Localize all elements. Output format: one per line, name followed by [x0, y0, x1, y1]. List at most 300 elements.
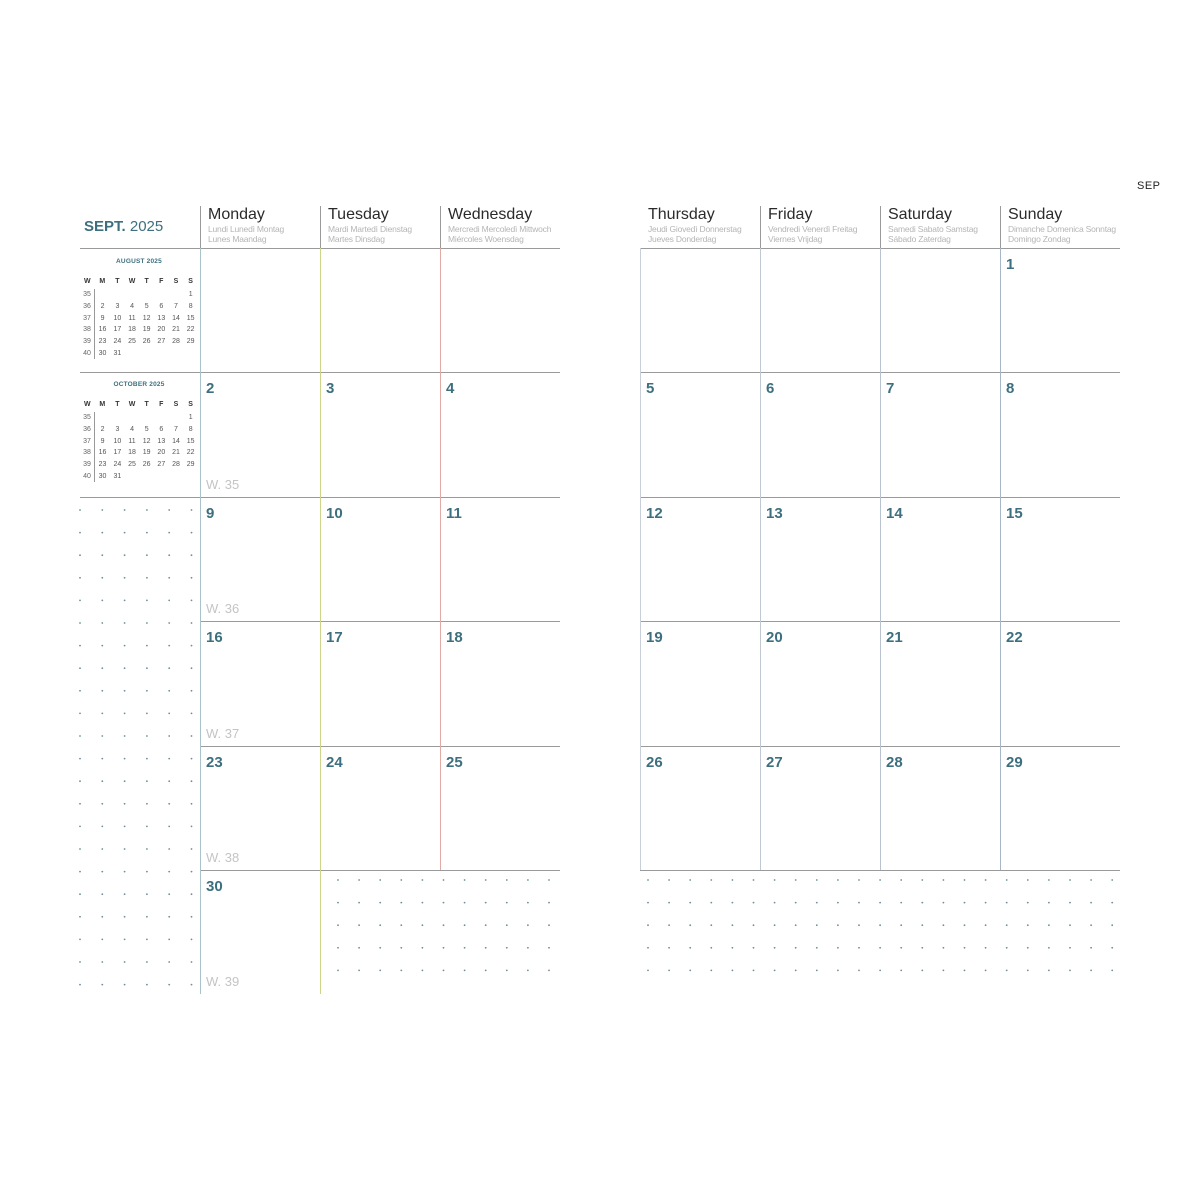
- note-dot: [710, 902, 712, 904]
- note-dot: [168, 509, 170, 511]
- note-dot: [101, 509, 103, 511]
- note-dot: [124, 826, 126, 828]
- note-dot: [900, 924, 902, 926]
- date-25[interactable]: 25: [446, 754, 463, 771]
- date-14[interactable]: 14: [886, 505, 903, 522]
- day-translations: Mardi Martedì Dienstag: [328, 224, 412, 234]
- note-dot: [101, 758, 103, 760]
- note-dot: [837, 902, 839, 904]
- mini-calendar-day: [183, 470, 198, 482]
- date-7[interactable]: 7: [886, 380, 895, 397]
- mini-calendar-day: 21: [172, 326, 180, 334]
- date-9[interactable]: 9: [206, 505, 215, 522]
- day-translations: Viernes Vrijdag: [768, 234, 823, 244]
- note-dot: [79, 735, 81, 737]
- note-dot: [485, 947, 487, 949]
- week-number-label: W. 39: [206, 974, 240, 989]
- note-dot: [101, 961, 103, 963]
- mini-calendar-day: 20: [157, 449, 166, 457]
- grid-line-vertical: [880, 206, 881, 248]
- note-dot: [527, 879, 529, 881]
- notes-dot-grid-left: [78, 506, 200, 992]
- note-dot: [101, 577, 103, 579]
- note-dot: [124, 916, 126, 918]
- note-dot: [1048, 970, 1050, 972]
- mini-calendar-day: [95, 412, 111, 424]
- mini-calendar-day: [125, 470, 140, 482]
- mini-calendar-day: 11: [128, 314, 136, 322]
- mini-calendar-day: 10: [113, 314, 122, 322]
- note-dot: [879, 902, 881, 904]
- note-dot: [168, 600, 170, 602]
- note-dot: [837, 947, 839, 949]
- note-dot: [422, 902, 424, 904]
- mini-calendar-week-number: 35: [80, 289, 95, 301]
- day-header-saturday: [888, 206, 998, 248]
- note-dot: [985, 947, 987, 949]
- note-dot: [964, 924, 966, 926]
- mini-calendar-day: 31: [113, 472, 122, 480]
- mini-calendar-day: 13: [157, 437, 166, 445]
- note-dot: [1090, 970, 1092, 972]
- note-dot: [124, 645, 126, 647]
- note-dot: [1069, 902, 1071, 904]
- note-dot: [1027, 879, 1029, 881]
- date-26[interactable]: 26: [646, 754, 663, 771]
- note-dot: [379, 879, 381, 881]
- note-dot: [79, 690, 81, 692]
- note-dot: [168, 780, 170, 782]
- note-dot: [191, 667, 193, 669]
- note-dot: [146, 939, 148, 941]
- day-translations: Vendredi Venerdì Freitag: [768, 224, 858, 234]
- month-title: [84, 218, 163, 235]
- note-dot: [124, 509, 126, 511]
- mini-calendar-day: [169, 470, 184, 482]
- note-dot: [816, 879, 818, 881]
- mini-calendar: [80, 381, 198, 482]
- note-dot: [943, 902, 945, 904]
- date-6[interactable]: 6: [766, 380, 775, 397]
- note-dot: [79, 893, 81, 895]
- note-dot: [79, 758, 81, 760]
- note-dot: [146, 554, 148, 556]
- date-11[interactable]: 11: [446, 505, 462, 522]
- mini-calendar-header-cell: T: [115, 400, 120, 408]
- note-dot: [191, 600, 193, 602]
- note-dot: [191, 826, 193, 828]
- note-dot: [168, 758, 170, 760]
- mini-calendar-day: 18: [128, 449, 136, 457]
- day-name: Wednesday: [448, 206, 533, 223]
- grid-line-vertical: [200, 248, 201, 994]
- note-dot: [168, 961, 170, 963]
- note-dot: [191, 690, 193, 692]
- note-dot: [816, 924, 818, 926]
- note-dot: [79, 780, 81, 782]
- note-dot: [124, 713, 126, 715]
- mini-calendar-day: [125, 347, 140, 359]
- mini-calendar-day: 12: [142, 314, 151, 322]
- note-dot: [795, 924, 797, 926]
- note-dot: [753, 970, 755, 972]
- date-24[interactable]: 24: [326, 754, 343, 771]
- note-dot: [816, 902, 818, 904]
- note-dot: [1006, 902, 1008, 904]
- date-13[interactable]: 13: [766, 505, 783, 522]
- note-dot: [146, 871, 148, 873]
- note-dot: [101, 871, 103, 873]
- note-dot: [124, 600, 126, 602]
- date-8[interactable]: 8: [1006, 380, 1015, 397]
- note-dot: [506, 902, 508, 904]
- day-header-tuesday: [328, 206, 438, 248]
- note-dot: [168, 713, 170, 715]
- note-dot: [124, 622, 126, 624]
- note-dot: [1111, 970, 1113, 972]
- note-dot: [1090, 924, 1092, 926]
- mini-calendar-day: [139, 347, 154, 359]
- note-dot: [124, 893, 126, 895]
- note-dot: [79, 871, 81, 873]
- week-number-label: W. 38: [206, 850, 240, 865]
- mini-calendar-table: [80, 396, 198, 482]
- grid-line-vertical: [880, 248, 881, 870]
- note-dot: [79, 645, 81, 647]
- mini-calendar-day: 8: [188, 426, 193, 434]
- mini-calendar-header-cell: S: [173, 277, 179, 285]
- note-dot: [124, 961, 126, 963]
- note-dot: [400, 902, 402, 904]
- mini-calendar-day: 11: [128, 437, 136, 445]
- note-dot: [879, 947, 881, 949]
- note-dot: [964, 947, 966, 949]
- date-10[interactable]: 10: [326, 505, 343, 522]
- note-dot: [837, 879, 839, 881]
- mini-calendar-day: 19: [142, 326, 151, 334]
- note-dot: [101, 690, 103, 692]
- note-dot: [506, 924, 508, 926]
- mini-calendar-day: 26: [142, 461, 151, 469]
- mini-calendar-day: 1: [188, 291, 193, 299]
- mini-calendar-header-cell: W: [128, 400, 136, 408]
- note-dot: [337, 970, 339, 972]
- week-number-label: W. 37: [206, 726, 240, 741]
- date-1[interactable]: 1: [1006, 256, 1015, 273]
- note-dot: [101, 622, 103, 624]
- note-dot: [689, 879, 691, 881]
- day-translations: Jeudi Giovedì Donnerstag: [648, 224, 742, 234]
- mini-calendar-day: 24: [113, 461, 122, 469]
- mini-calendar-day: 8: [188, 303, 193, 311]
- note-dot: [191, 916, 193, 918]
- note-dot: [146, 984, 148, 986]
- mini-calendar-week-number: 38: [80, 324, 95, 336]
- note-dot: [443, 879, 445, 881]
- note-dot: [101, 667, 103, 669]
- mini-calendar-header-cell: T: [144, 400, 149, 408]
- note-dot: [689, 902, 691, 904]
- mini-calendar-week-number: 37: [80, 312, 95, 324]
- note-dot: [79, 803, 81, 805]
- note-dot: [774, 879, 776, 881]
- note-dot: [146, 826, 148, 828]
- day-translations: Miércoles Woensdag: [448, 234, 524, 244]
- grid-line-vertical: [440, 206, 441, 248]
- note-dot: [689, 947, 691, 949]
- mini-calendar-day: 28: [172, 338, 180, 346]
- note-dot: [443, 970, 445, 972]
- note-dot: [191, 532, 193, 534]
- note-dot: [124, 780, 126, 782]
- mini-calendar-day: 20: [157, 326, 166, 334]
- day-name: Monday: [208, 206, 265, 223]
- note-dot: [1027, 970, 1029, 972]
- note-dot: [647, 947, 649, 949]
- note-dot: [379, 924, 381, 926]
- note-dot: [1111, 947, 1113, 949]
- note-dot: [168, 939, 170, 941]
- date-5[interactable]: 5: [646, 380, 655, 397]
- note-dot: [548, 902, 550, 904]
- note-dot: [337, 924, 339, 926]
- note-dot: [79, 600, 81, 602]
- mini-calendar-week-number: 36: [80, 301, 95, 313]
- date-4[interactable]: 4: [446, 380, 455, 397]
- note-dot: [124, 848, 126, 850]
- date-12[interactable]: 12: [646, 505, 663, 522]
- mini-calendar-day: [154, 470, 169, 482]
- note-dot: [79, 984, 81, 986]
- note-dot: [710, 879, 712, 881]
- note-dot: [146, 758, 148, 760]
- note-dot: [337, 902, 339, 904]
- note-dot: [146, 916, 148, 918]
- note-dot: [647, 924, 649, 926]
- note-dot: [79, 554, 81, 556]
- note-dot: [79, 961, 81, 963]
- note-dot: [146, 803, 148, 805]
- note-dot: [485, 970, 487, 972]
- note-dot: [900, 947, 902, 949]
- note-dot: [146, 848, 148, 850]
- note-dot: [358, 947, 360, 949]
- day-translations: Sábado Zaterdag: [888, 234, 951, 244]
- note-dot: [1027, 924, 1029, 926]
- mini-calendar-day: [125, 412, 140, 424]
- note-dot: [191, 509, 193, 511]
- note-dot: [668, 902, 670, 904]
- note-dot: [146, 509, 148, 511]
- note-dot: [443, 947, 445, 949]
- date-20[interactable]: 20: [766, 629, 783, 646]
- note-dot: [124, 577, 126, 579]
- mini-calendar-day: 22: [186, 326, 195, 334]
- note-dot: [943, 947, 945, 949]
- note-dot: [1090, 902, 1092, 904]
- day-header-sunday: [1008, 206, 1118, 248]
- note-dot: [985, 970, 987, 972]
- day-translations: Samedi Sabato Samstag: [888, 224, 978, 234]
- notes-dot-grid-bottom-right: [646, 876, 1120, 992]
- note-dot: [1069, 924, 1071, 926]
- date-17[interactable]: 17: [326, 629, 343, 646]
- note-dot: [689, 970, 691, 972]
- date-29[interactable]: 29: [1006, 754, 1023, 771]
- mini-calendar-week-number: 38: [80, 447, 95, 459]
- note-dot: [647, 970, 649, 972]
- note-dot: [506, 970, 508, 972]
- note-dot: [795, 947, 797, 949]
- note-dot: [753, 924, 755, 926]
- note-dot: [124, 984, 126, 986]
- date-30[interactable]: 30: [206, 878, 223, 895]
- note-dot: [101, 645, 103, 647]
- note-dot: [753, 902, 755, 904]
- mini-calendar-day: 5: [144, 303, 149, 311]
- mini-calendar-day: 30: [98, 349, 107, 357]
- mini-calendar-day: 14: [172, 437, 180, 445]
- note-dot: [337, 879, 339, 881]
- note-dot: [732, 970, 734, 972]
- note-dot: [753, 879, 755, 881]
- date-22[interactable]: 22: [1006, 629, 1023, 646]
- note-dot: [101, 600, 103, 602]
- note-dot: [774, 970, 776, 972]
- mini-calendar-header-cell: T: [115, 277, 120, 285]
- note-dot: [1069, 879, 1071, 881]
- mini-calendar-day: 25: [128, 338, 136, 346]
- day-name: Saturday: [888, 206, 953, 223]
- note-dot: [943, 924, 945, 926]
- note-dot: [921, 947, 923, 949]
- note-dot: [710, 947, 712, 949]
- note-dot: [191, 577, 193, 579]
- note-dot: [985, 902, 987, 904]
- note-dot: [858, 902, 860, 904]
- day-name: Thursday: [648, 206, 715, 223]
- mini-calendar-header-cell: S: [173, 400, 179, 408]
- note-dot: [816, 947, 818, 949]
- note-dot: [464, 947, 466, 949]
- note-dot: [191, 622, 193, 624]
- grid-line-vertical: [440, 248, 441, 870]
- note-dot: [124, 735, 126, 737]
- grid-line-horizontal: [640, 870, 1120, 871]
- note-dot: [79, 532, 81, 534]
- date-19[interactable]: 19: [646, 629, 663, 646]
- mini-calendar-week-number: 40: [80, 470, 95, 482]
- mini-calendar-day: 3: [115, 303, 120, 311]
- date-21[interactable]: 21: [886, 629, 903, 646]
- mini-calendar-day: 4: [130, 303, 134, 311]
- note-dot: [1111, 924, 1113, 926]
- mini-calendar-day: 25: [128, 461, 136, 469]
- note-dot: [422, 924, 424, 926]
- mini-calendar-day: 29: [186, 338, 195, 346]
- mini-calendar-day: 28: [172, 461, 180, 469]
- day-translations: Martes Dinsdag: [328, 234, 385, 244]
- mini-calendar-day: 30: [98, 472, 107, 480]
- note-dot: [124, 532, 126, 534]
- note-dot: [921, 902, 923, 904]
- mini-calendar-day: 27: [157, 338, 166, 346]
- note-dot: [191, 961, 193, 963]
- note-dot: [168, 622, 170, 624]
- mini-calendar-day: 13: [157, 314, 166, 322]
- date-18[interactable]: 18: [446, 629, 463, 646]
- note-dot: [168, 848, 170, 850]
- note-dot: [710, 970, 712, 972]
- note-dot: [1027, 902, 1029, 904]
- mini-calendar-header-cell: M: [99, 400, 106, 408]
- note-dot: [79, 577, 81, 579]
- date-3[interactable]: 3: [326, 380, 335, 397]
- note-dot: [837, 924, 839, 926]
- date-15[interactable]: 15: [1006, 505, 1023, 522]
- mini-calendar-day: [110, 412, 125, 424]
- note-dot: [422, 947, 424, 949]
- grid-line-horizontal: [200, 746, 560, 747]
- note-dot: [168, 871, 170, 873]
- mini-calendar-day: 7: [174, 303, 178, 311]
- mini-calendar-day: 3: [115, 426, 120, 434]
- date-28[interactable]: 28: [886, 754, 903, 771]
- note-dot: [124, 803, 126, 805]
- mini-calendar-day: [139, 289, 154, 301]
- mini-calendar-week-number: 40: [80, 347, 95, 359]
- mini-calendar-day: 14: [172, 314, 180, 322]
- note-dot: [101, 803, 103, 805]
- mini-calendar-day: [95, 289, 111, 301]
- notes-dot-grid-bottom-left: [336, 876, 560, 992]
- note-dot: [168, 803, 170, 805]
- mini-calendar-header-cell: W: [128, 277, 136, 285]
- note-dot: [191, 893, 193, 895]
- note-dot: [124, 690, 126, 692]
- note-dot: [146, 577, 148, 579]
- note-dot: [379, 947, 381, 949]
- mini-calendar-day: 9: [100, 314, 105, 322]
- note-dot: [858, 924, 860, 926]
- note-dot: [358, 902, 360, 904]
- note-dot: [79, 826, 81, 828]
- note-dot: [985, 879, 987, 881]
- mini-calendar-day: 19: [142, 449, 151, 457]
- note-dot: [191, 645, 193, 647]
- date-23[interactable]: 23: [206, 754, 223, 771]
- mini-calendar-day: [154, 289, 169, 301]
- note-dot: [400, 924, 402, 926]
- note-dot: [1048, 879, 1050, 881]
- date-16[interactable]: 16: [206, 629, 223, 646]
- note-dot: [191, 984, 193, 986]
- note-dot: [79, 848, 81, 850]
- note-dot: [1048, 947, 1050, 949]
- note-dot: [668, 970, 670, 972]
- note-dot: [101, 554, 103, 556]
- note-dot: [858, 947, 860, 949]
- note-dot: [527, 924, 529, 926]
- note-dot: [1006, 970, 1008, 972]
- note-dot: [146, 713, 148, 715]
- mini-calendar-day: 15: [186, 437, 195, 445]
- note-dot: [837, 970, 839, 972]
- mini-calendar-day: 21: [172, 449, 180, 457]
- date-2[interactable]: 2: [206, 380, 215, 397]
- date-27[interactable]: 27: [766, 754, 783, 771]
- note-dot: [400, 879, 402, 881]
